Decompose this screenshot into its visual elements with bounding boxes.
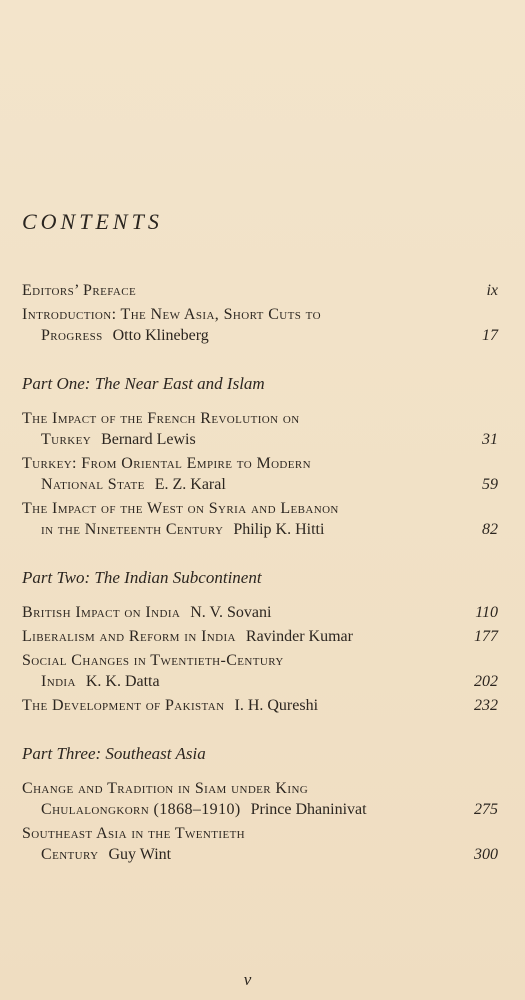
part-heading: Part Three: Southeast Asia xyxy=(22,744,206,763)
chapter-title: National State xyxy=(41,476,145,493)
page-ref: 232 xyxy=(474,697,498,714)
page-ref: 110 xyxy=(475,604,498,621)
toc-entry-line xyxy=(22,280,498,301)
chapter-title: Turkey xyxy=(41,431,92,448)
table-of-contents xyxy=(22,280,498,868)
toc-entry-line xyxy=(22,626,498,647)
chapter-author: N. V. Sovani xyxy=(190,604,272,621)
chapter-title: Change and Tradition in Siam under King xyxy=(22,780,309,797)
toc-entry-line xyxy=(22,498,498,519)
chapter-title: India xyxy=(41,673,76,690)
page-ref: 17 xyxy=(482,327,498,344)
toc-entry-line xyxy=(22,474,498,495)
page-ref: 59 xyxy=(482,476,498,493)
toc-entry xyxy=(22,695,498,716)
chapter-title: Southeast Asia in the Twentieth xyxy=(22,825,246,842)
chapter-title: Century xyxy=(41,846,99,863)
chapter-title: British Impact on India xyxy=(22,604,181,621)
chapter-title: Liberalism and Reform in India xyxy=(22,628,236,645)
toc-entry-line xyxy=(22,519,498,540)
part-spacer xyxy=(22,394,498,408)
page-ref: ix xyxy=(486,282,498,299)
toc-entry-line xyxy=(22,429,498,450)
page-ref: 177 xyxy=(474,628,498,645)
chapter-author: K. K. Datta xyxy=(85,673,160,690)
chapter-author: Otto Klineberg xyxy=(112,327,209,344)
toc-entry-line xyxy=(22,304,498,325)
toc-entry-line xyxy=(22,695,498,716)
toc-entry xyxy=(22,498,498,540)
toc-entry-line xyxy=(22,799,498,820)
toc-entry-line xyxy=(22,778,498,799)
part-heading: Part Two: The Indian Subcontinent xyxy=(22,568,262,587)
page-ref: 275 xyxy=(474,801,498,818)
chapter-title: Introduction: The New Asia, Short Cuts to xyxy=(22,306,321,323)
toc-entry xyxy=(22,626,498,647)
page-ref: 300 xyxy=(474,846,498,863)
page-ref: 82 xyxy=(482,521,498,538)
part-spacer xyxy=(22,349,498,373)
toc-entry xyxy=(22,408,498,450)
toc-entry-line xyxy=(22,671,498,692)
toc-entry-line xyxy=(22,325,498,346)
part-spacer xyxy=(22,719,498,743)
chapter-title: in the Nineteenth Century xyxy=(41,521,224,538)
toc-entry-line xyxy=(22,650,498,671)
chapter-author: Guy Wint xyxy=(108,846,172,863)
chapter-author: Ravinder Kumar xyxy=(245,628,353,645)
chapter-title: Social Changes in Twentieth-Century xyxy=(22,652,284,669)
toc-entry-line xyxy=(22,823,498,844)
toc-entry xyxy=(22,778,498,820)
chapter-author: Philip K. Hitti xyxy=(233,521,325,538)
part-spacer xyxy=(22,588,498,602)
chapter-author: I. H. Qureshi xyxy=(234,697,319,714)
toc-entry-line xyxy=(22,602,498,623)
toc-entry-line xyxy=(22,408,498,429)
toc-entry xyxy=(22,602,498,623)
chapter-title: Chulalongkorn (1868–1910) xyxy=(41,801,241,818)
part-spacer xyxy=(22,543,498,567)
toc-entry-line xyxy=(22,844,498,865)
chapter-title: The Impact of the French Revolution on xyxy=(22,410,300,427)
chapter-title: The Development of Pakistan xyxy=(22,697,225,714)
page-ref: 202 xyxy=(474,673,498,690)
chapter-title: Turkey: From Oriental Empire to Modern xyxy=(22,455,311,472)
toc-entry-line xyxy=(22,453,498,474)
toc-entry xyxy=(22,453,498,495)
part-spacer xyxy=(22,764,498,778)
chapter-author: E. Z. Karal xyxy=(154,476,226,493)
chapter-title: The Impact of the West on Syria and Lebanon xyxy=(22,500,339,517)
toc-entry xyxy=(22,823,498,865)
page-ref: 31 xyxy=(482,431,498,448)
contents-heading: CONTENTS xyxy=(22,209,163,234)
toc-entry xyxy=(22,650,498,692)
chapter-author: Bernard Lewis xyxy=(101,431,196,448)
chapter-title: Editors’ Preface xyxy=(22,282,137,299)
part-heading: Part One: The Near East and Islam xyxy=(22,374,265,393)
toc-entry xyxy=(22,304,498,346)
chapter-author: Prince Dhaninivat xyxy=(250,801,367,818)
chapter-title: Progress xyxy=(41,327,103,344)
page-number: v xyxy=(243,970,252,989)
toc-entry xyxy=(22,280,498,301)
